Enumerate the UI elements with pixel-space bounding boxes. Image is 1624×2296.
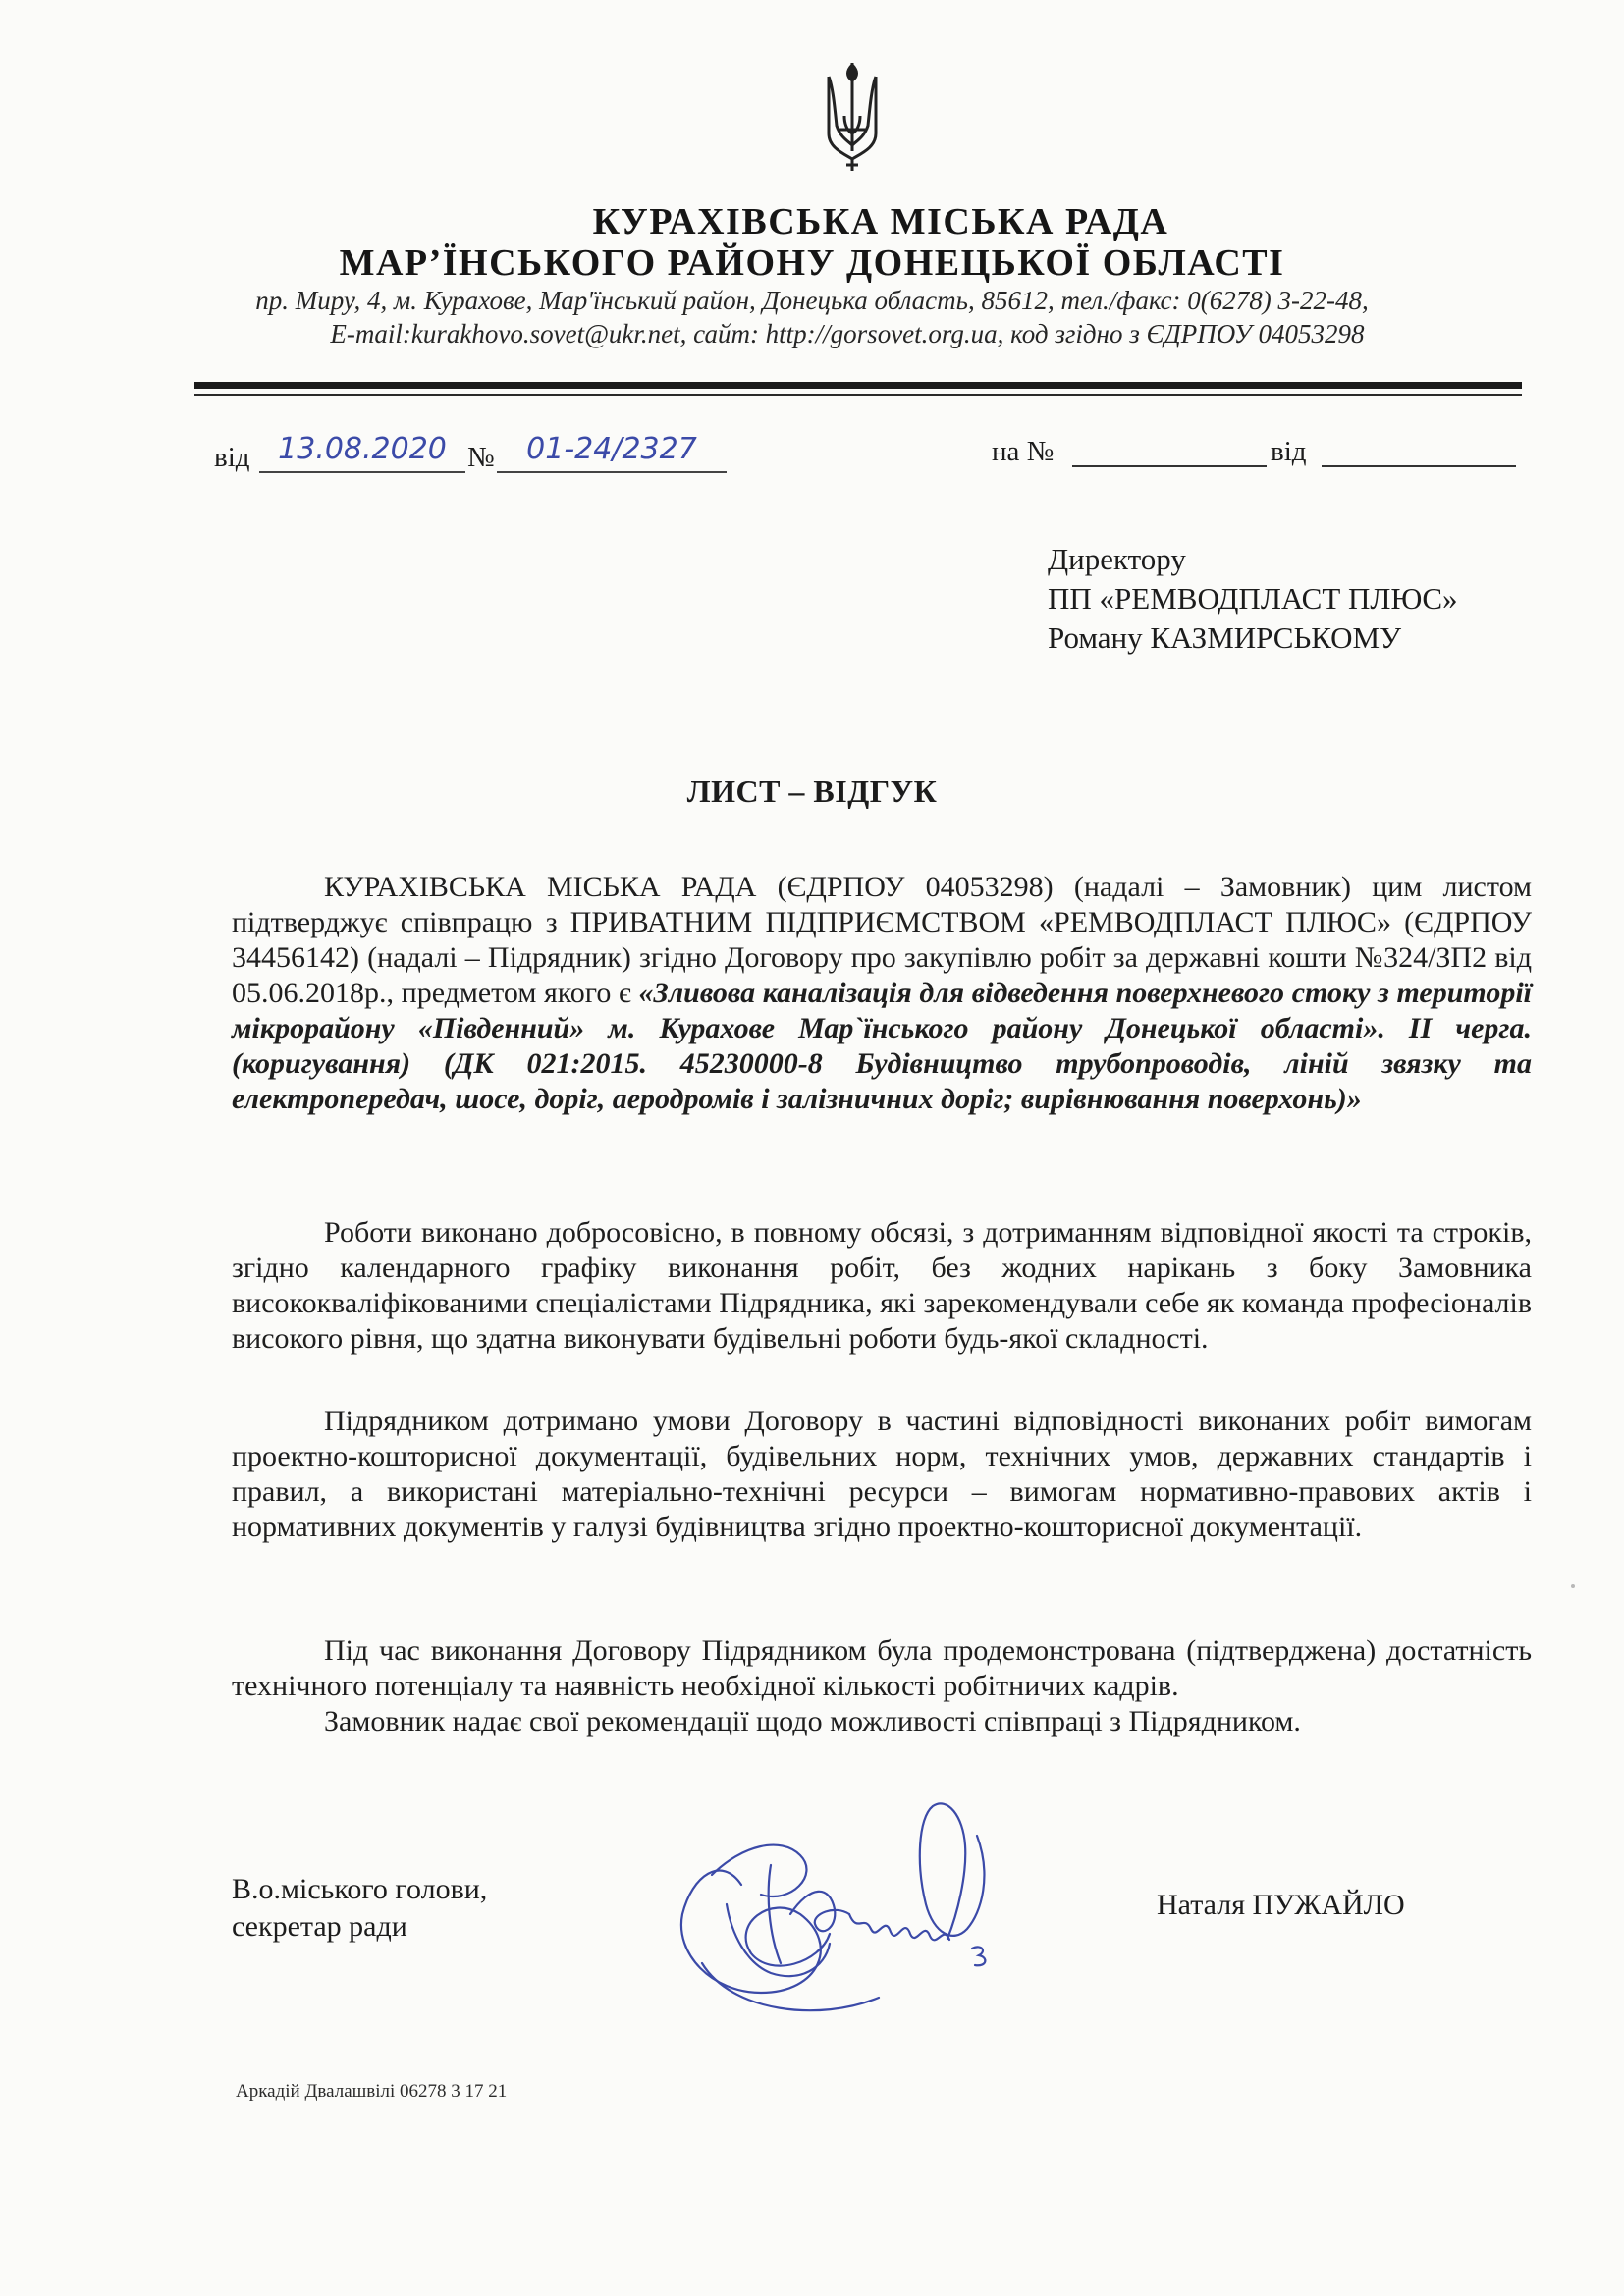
signatory-position	[232, 1871, 487, 1946]
signatory-position-line2: секретар ради	[232, 1910, 407, 1943]
handwritten-number: 01-24/2327	[497, 432, 727, 473]
number-label: №	[467, 442, 495, 473]
body-paragraph-2: Роботи виконано добросовісно, в повному обсязі, з дотриманням відповідної якості та строків, згідно календарного графіку виконання робіт, без жодних нарікань з боку Замовника висококваліфікованими спеціалістами Підрядника, які зарекомендували себе як команда професіоналів високого рівня, що здатна виконувати будівельні роботи будь-якої складності.	[232, 1216, 1532, 1355]
handwritten-date: 13.08.2020	[259, 432, 465, 473]
executor-contact: Аркадій Двалашвілі 06278 3 17 21	[236, 2081, 508, 2102]
registration-line	[0, 432, 1624, 481]
contact-address: пр. Миру, 4, м. Курахове, Мар'їнський район, Донецька область, 85612, тел./факс: 0(6278) 3-22-48,	[255, 286, 1369, 315]
handwritten-signature	[653, 1767, 1065, 2042]
signatory-position-line1: В.о.міського голови,	[232, 1873, 488, 1905]
scan-speck	[1571, 1584, 1575, 1588]
addressee-name: Роману КАЗМИРСЬКОМУ	[1048, 620, 1402, 655]
body-paragraph-1	[232, 870, 1532, 1117]
reference-date-label: від	[1271, 436, 1307, 467]
addressee-position: Директору	[1048, 542, 1186, 576]
organization-name: КУРАХІВСЬКА МІСЬКА РАДА	[592, 201, 1169, 242]
addressee-company: ПП «РЕМВОДПЛАСТ ПЛЮС»	[1048, 581, 1458, 615]
contact-email-site: E-mail:kurakhovo.sovet@ukr.net, сайт: http://gorsovet.org.ua, код згідно з ЄДРПОУ 04053298	[330, 319, 1365, 348]
contract-subject-emphasis: «Зливова каналізація для відведення поверхневого стоку з території мікрорайону «Південний» м. Курахове Мар`їнського району Донецької області». ІІ черга. (коригування) (ДК 021:2015. 45230000-8 Будівництво трубопроводів, ліній звязку та електропередач, шосе, доріг, аеродромів і залізничних доріг; вирівнювання поверхонь)»	[232, 977, 1533, 1115]
header-divider-thin	[194, 394, 1522, 396]
header-divider-thick	[194, 382, 1522, 389]
document-title: ЛИСТ – ВІДГУК	[686, 774, 938, 809]
trident-coat-of-arms-icon	[823, 57, 882, 175]
reference-number-blank	[1072, 465, 1267, 467]
reference-number-label: на №	[992, 436, 1055, 467]
organization-district: МАР’ЇНСЬКОГО РАЙОНУ ДОНЕЦЬКОЇ ОБЛАСТІ	[339, 242, 1285, 284]
reference-date-blank	[1322, 465, 1516, 467]
signatory-name: Наталя ПУЖАЙЛО	[1157, 1889, 1405, 1921]
date-label: від	[214, 442, 250, 473]
addressee-block	[1048, 540, 1458, 658]
body-paragraph-5: Замовник надає свої рекомендації щодо можливості співпраці з Підрядником.	[324, 1705, 1301, 1737]
body-paragraph-4: Під час виконання Договору Підрядником була продемонстрована (підтверджена) достатність технічного потенціалу та наявність необхідної кількості робітничих кадрів.	[232, 1634, 1532, 1702]
paragraph-1-text: КУРАХІВСЬКА МІСЬКА РАДА (ЄДРПОУ 04053298) (надалі – Замовник) цим листом підтверджує співпрацю з ПРИВАТНИМ ПІДПРИЄМСТВОМ «РЕМВОДПЛАСТ ПЛЮС» (ЄДРПОУ 34456142) (надалі – Підрядник) згідно Договору про закупівлю робіт за державні кошти №324/ЗП2 від 05.06.2018р., предметом якого є	[232, 871, 1532, 1009]
body-paragraph-3: Підрядником дотримано умови Договору в частині відповідності виконаних робіт вимогам проектно-кошторисної документації, будівельних норм, технічних умов, державних стандартів і правил, а використані матеріально-технічні ресурси – вимогам нормативно-правових актів і нормативних документів у галузі будівництва згідно проектно-кошторисної документації.	[232, 1405, 1532, 1543]
